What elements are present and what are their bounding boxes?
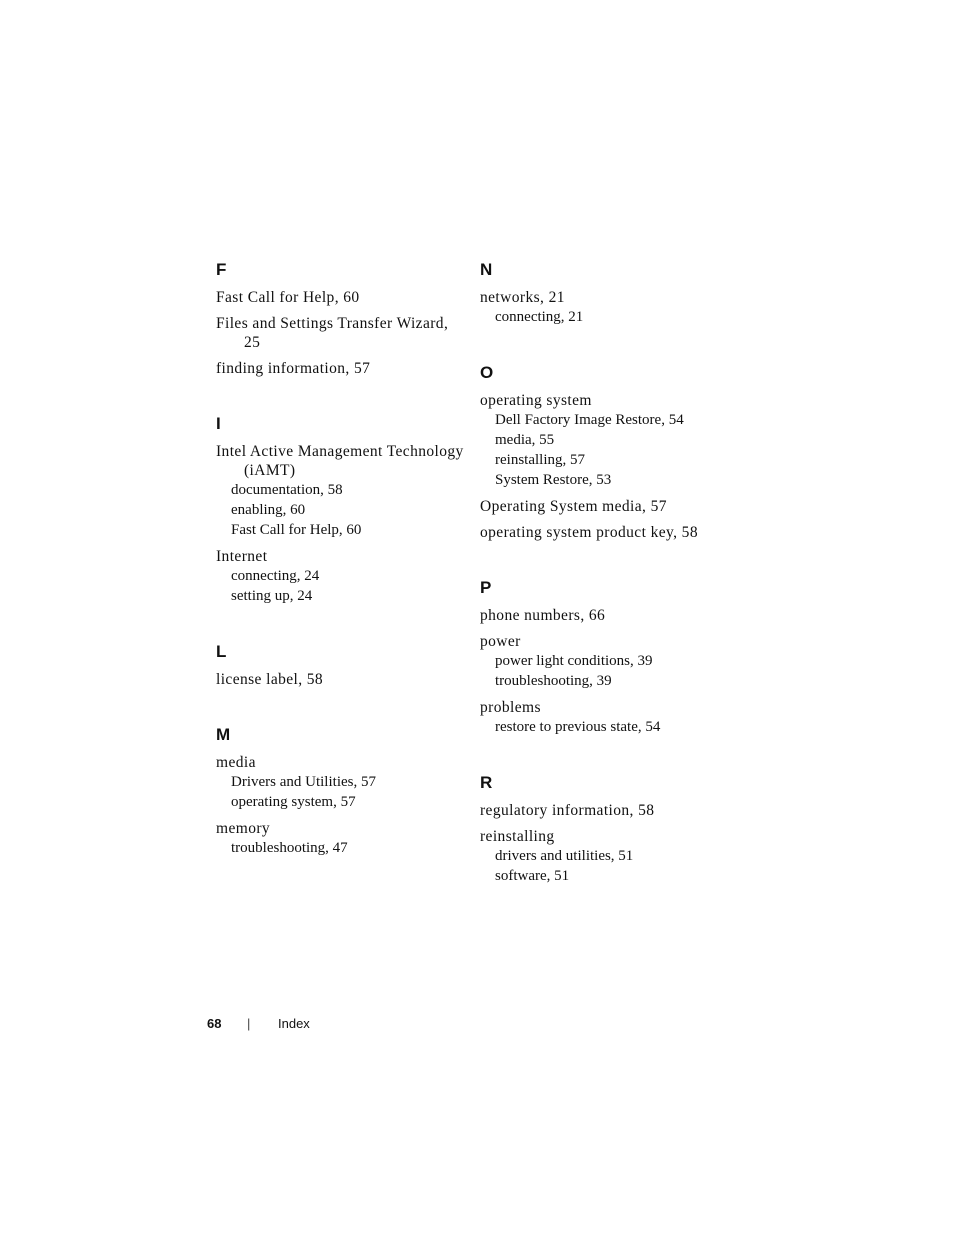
index-subentry: enabling, 60 <box>231 502 306 518</box>
index-subentry: setting up, 24 <box>231 588 313 604</box>
index-subentry: media, 55 <box>495 432 555 448</box>
index-section-p <box>480 578 732 737</box>
index-subentry: documentation, 58 <box>231 482 343 498</box>
section-letter: I <box>216 414 221 433</box>
page-number: 68 <box>207 1016 222 1031</box>
index-subentry: drivers and utilities, 51 <box>495 848 634 864</box>
index-entry <box>480 632 732 691</box>
index-entry-main: license label, 58 <box>216 671 324 688</box>
index-entry <box>480 827 732 886</box>
index-entry-main: media <box>216 754 256 771</box>
index-entry <box>480 497 732 516</box>
section-letter: L <box>216 642 227 661</box>
index-entry <box>216 819 468 858</box>
index-entry-main: Intel Active Management Technology (iAMT) <box>216 443 464 479</box>
index-section-f <box>216 260 468 378</box>
index-subentry: Dell Factory Image Restore, 54 <box>495 412 684 428</box>
index-entry-main: Operating System media, 57 <box>480 498 667 515</box>
index-entry-main: Internet <box>216 548 268 565</box>
index-subentry: reinstalling, 57 <box>495 452 585 468</box>
section-letter: N <box>480 260 493 279</box>
index-entry-main: operating system <box>480 392 592 409</box>
index-section-n <box>480 260 732 327</box>
section-letter: F <box>216 260 227 279</box>
index-subentry: System Restore, 53 <box>495 472 612 488</box>
index-entry <box>216 314 468 352</box>
index-subentry: troubleshooting, 47 <box>231 840 348 856</box>
index-entry-main: Fast Call for Help, 60 <box>216 289 360 306</box>
index-section-l <box>216 642 468 689</box>
index-subentry: Fast Call for Help, 60 <box>231 522 362 538</box>
index-subentry: power light conditions, 39 <box>495 653 653 669</box>
index-entry-main: finding information, 57 <box>216 360 371 377</box>
index-column-left <box>216 256 468 894</box>
index-entry-main: regulatory information, 58 <box>480 802 655 819</box>
index-entry-main: networks, 21 <box>480 289 565 306</box>
index-entry <box>216 288 468 307</box>
index-subentry: connecting, 21 <box>495 309 584 325</box>
running-title: Index <box>278 1016 310 1031</box>
index-entry <box>216 753 468 812</box>
index-entry <box>216 547 468 606</box>
index-entry-main: memory <box>216 820 271 837</box>
section-letter: R <box>480 773 493 792</box>
index-entry <box>216 359 468 378</box>
index-subentry: restore to previous state, 54 <box>495 719 661 735</box>
index-entry-main: Files and Settings Transfer Wizard, 25 <box>216 315 449 351</box>
section-letter: M <box>216 725 231 744</box>
index-subentry: operating system, 57 <box>231 794 356 810</box>
index-entry <box>480 523 732 542</box>
index-entry <box>480 288 732 327</box>
index-entry-main: power <box>480 633 521 650</box>
index-entry-main: operating system product key, 58 <box>480 524 698 541</box>
index-subentry: troubleshooting, 39 <box>495 673 612 689</box>
index-entry <box>480 391 732 490</box>
index-column-right <box>480 256 732 922</box>
index-subentry: Drivers and Utilities, 57 <box>231 774 376 790</box>
index-entry-main: reinstalling <box>480 828 555 845</box>
index-entry <box>216 442 468 540</box>
index-entry <box>480 801 732 820</box>
index-entry-main: phone numbers, 66 <box>480 607 606 624</box>
section-letter: O <box>480 363 494 382</box>
index-section-r <box>480 773 732 886</box>
index-section-m <box>216 725 468 858</box>
footer-separator: | <box>247 1016 251 1031</box>
index-section-o <box>480 363 732 542</box>
index-entry <box>216 670 468 689</box>
index-subentry: connecting, 24 <box>231 568 320 584</box>
index-subentry: software, 51 <box>495 868 570 884</box>
index-entry <box>480 698 732 737</box>
index-section-i <box>216 414 468 606</box>
index-entry <box>480 606 732 625</box>
section-letter: P <box>480 578 492 597</box>
index-entry-main: problems <box>480 699 541 716</box>
